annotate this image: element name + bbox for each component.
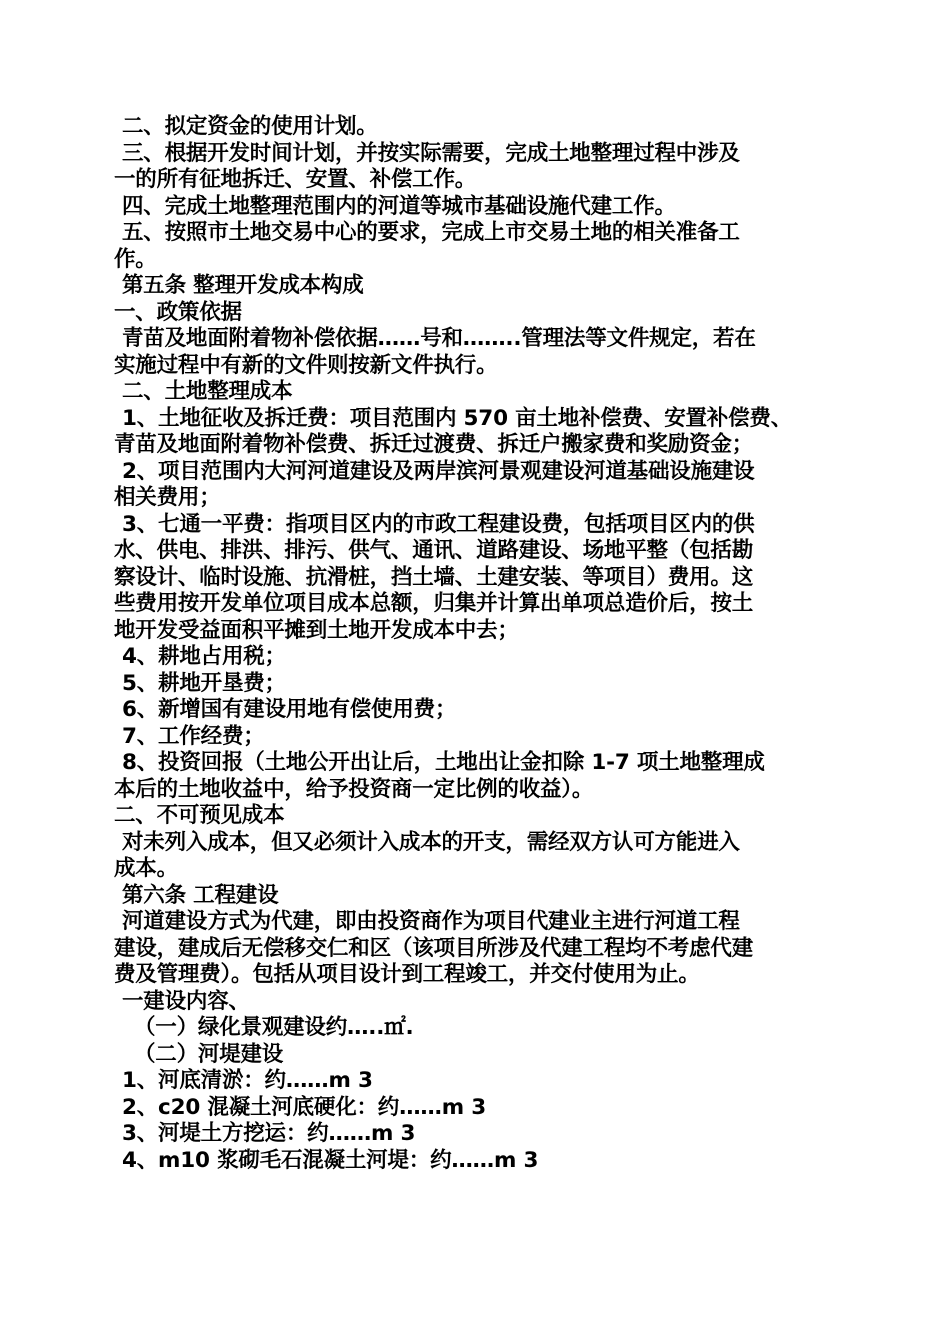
text-line: 四、完成土地整理范围内的河道等城市基础设施代建工作。 [122, 193, 676, 219]
text-line: 一的所有征地拆迁、安置、补偿工作。 [114, 167, 477, 192]
text-line: 作。 [114, 246, 157, 272]
list-item: 5、耕地开垦费； [122, 670, 286, 696]
text-line: 青苗及地面附着物补偿费、拆迁过渡费、拆迁户搬家费和奖励资金； [114, 432, 754, 457]
text-line: 相关费用； [114, 485, 221, 510]
subsection-heading: 二、不可预见成本 [114, 803, 285, 828]
list-item: 3、河堤土方挖运：约……m 3 [122, 1121, 416, 1146]
text-line: 青苗及地面附着物补偿依据……号和……..管理法等文件规定，若在 [122, 326, 756, 351]
list-item: 1、河底清淤：约……m 3 [122, 1068, 373, 1093]
list-item: （一）绿化景观建设约…..㎡. [134, 1015, 414, 1040]
section-heading: 第五条 整理开发成本构成 [122, 273, 364, 298]
list-item: 2、项目范围内大河河道建设及两岸滨河景观建设河道基础设施建设 [122, 458, 755, 484]
list-item: 1、土地征收及拆迁费：项目范围内 570 亩土地补偿费、安置补偿费、 [122, 405, 793, 431]
text-line: 费及管理费）。包括从项目设计到工程竣工，并交付使用为止。 [114, 962, 700, 987]
list-item: 7、工作经费； [122, 723, 265, 749]
text-line: 成本。 [114, 856, 178, 881]
document-body [114, 114, 844, 1174]
list-item: 2、c20 混凝土河底硬化：约……m 3 [122, 1094, 486, 1120]
text-line: 三、根据开发时间计划，并按实际需要，完成土地整理过程中涉及 [122, 140, 740, 166]
text-line: 五、按照市土地交易中心的要求，完成上市交易土地的相关准备工 [122, 220, 740, 245]
text-line: 对未列入成本，但又必须计入成本的开支，需经双方认可方能进入 [122, 829, 740, 855]
text-line: 建设，建成后无偿移交仁和区（该项目所涉及代建工程均不考虑代建 [114, 935, 754, 961]
list-item: 4、耕地占用税； [122, 644, 286, 669]
text-line: 河道建设方式为代建，即由投资商作为项目代建业主进行河道工程 [122, 909, 740, 934]
list-item: 8、投资回报（土地公开出让后，土地出让金扣除 1-7 项土地整理成 [122, 750, 765, 775]
list-item: 4、m10 浆砌毛石混凝土河堤：约……m 3 [122, 1147, 539, 1173]
list-item: 6、新增国有建设用地有偿使用费； [122, 697, 457, 722]
subsection-heading: 二、土地整理成本 [122, 379, 293, 404]
subsection-heading: 一建设内容、 [122, 988, 250, 1014]
text-line: 地开发受益面积平摊到土地开发成本中去； [114, 617, 519, 643]
text-line: 些费用按开发单位项目成本总额，归集并计算出单项总造价后，按土 [114, 591, 754, 616]
text-line: 二、拟定资金的使用计划。 [122, 114, 378, 139]
text-line: 本后的土地收益中，给予投资商一定比例的收益）。 [114, 776, 594, 802]
list-item: （二）河堤建设 [134, 1041, 284, 1067]
list-item: 3、七通一平费：指项目区内的市政工程建设费，包括项目区内的供 [122, 511, 755, 537]
text-line: 实施过程中有新的文件则按新文件执行。 [114, 352, 498, 378]
subsection-heading: 一、政策依据 [114, 299, 242, 325]
text-line: 水、供电、排洪、排污、供气、通讯、道路建设、场地平整（包括勘 [114, 538, 754, 563]
section-heading: 第六条 工程建设 [122, 882, 279, 908]
text-line: 察设计、临时设施、抗滑桩，挡土墙、土建安装、等项目）费用。这 [114, 564, 754, 590]
